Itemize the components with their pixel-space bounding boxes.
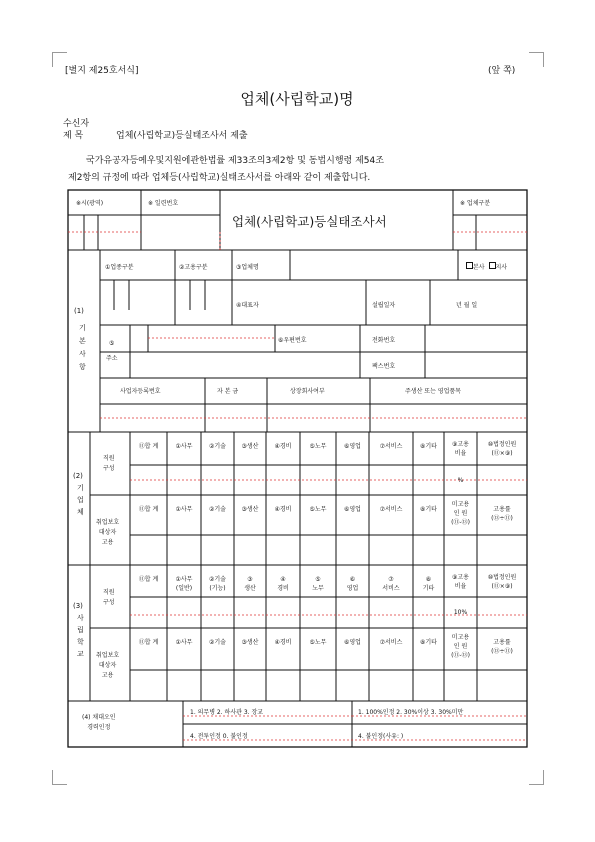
company-top-category-4: ④경비 xyxy=(274,443,292,450)
section-company-label: (2) 기 업 체 xyxy=(73,472,84,516)
school-top-category-6: ⑥ 영업 xyxy=(346,576,359,592)
company-bottom-category-5: ⑤노무 xyxy=(309,506,327,513)
body-line-1: 국가유공자등예우및지원에관한법률 제33조의3제2항 및 동법시행령 제54조 xyxy=(86,156,384,166)
school-bottom-category-6: ⑥영업 xyxy=(344,639,361,646)
company-top-category-8: ⑧기타 xyxy=(420,443,437,450)
company-name-label: ③업체명 xyxy=(236,264,259,271)
employ-label: ②고용구분 xyxy=(179,264,208,271)
subject-label: 제 목 xyxy=(63,131,84,141)
checkbox-icon[interactable] xyxy=(489,262,496,269)
school-legal-label: ⑩법정인원 (⑪×⑨) xyxy=(487,574,517,590)
school-unemployed-label: 미고용 인 원 (⑪-⑬) xyxy=(451,634,470,659)
address-number: ⑤ xyxy=(109,340,115,347)
school-bottom-category-1: ①사무 xyxy=(175,639,193,646)
company-top-category-2: ②기술 xyxy=(209,443,226,450)
checkbox-icon[interactable] xyxy=(466,262,473,269)
company-bottom-category-3: ③생산 xyxy=(241,506,259,513)
city-label: ※시(광역) xyxy=(76,200,104,207)
fax-label: 팩스번호 xyxy=(372,363,396,370)
school-top-category-8: ⑧ 기타 xyxy=(422,576,435,592)
address-label: 주소 xyxy=(106,355,118,362)
company-unemployed-label: 미고용 인 원 (⑪-⑬) xyxy=(451,501,470,526)
company-percent: % xyxy=(457,477,464,484)
cert-label: (4) 채대오인 경력인정 xyxy=(82,714,116,731)
serial-label: ※ 일련번호 xyxy=(148,200,179,207)
school-top-category-2: ②기술 (기능) xyxy=(209,576,226,592)
school-staff-label: 직원 구성 xyxy=(103,589,115,606)
school-top-category-1: ①사무 (일반) xyxy=(175,576,193,592)
phone-label: 전화번호 xyxy=(372,337,396,344)
company-top-category-3: ③생산 xyxy=(241,443,259,450)
cert-left-options-2: 4. 전투인정 0. 불인정 xyxy=(190,733,248,740)
company-bottom-category-1: ①사무 xyxy=(175,506,193,513)
cert-left-options-1: 1. 의무병 2. 하사관 3. 장교 xyxy=(190,709,264,716)
founded-date: 년 월 일 xyxy=(456,302,478,309)
founded-label: 설립일자 xyxy=(372,302,396,309)
body-line-2: 제2항의 규정에 따라 업체등(사립학교)실태조사서를 아래와 같이 제출합니다. xyxy=(68,173,371,183)
listed-label: 상장회사여부 xyxy=(290,388,325,395)
cert-right-options-2: 4. 불인정(사유: ) xyxy=(358,733,404,740)
school-rate-label: ⑨고용 비율 xyxy=(452,574,469,590)
school-bottom-category-0: ⑪합 계 xyxy=(138,639,159,646)
school-percent: 10% xyxy=(453,609,468,616)
company-top-category-7: ⑦서비스 xyxy=(379,443,403,450)
school-bottom-category-3: ③생산 xyxy=(241,639,259,646)
recipient-label: 수신자 xyxy=(63,119,90,129)
products-label: 주생산 또는 영업품목 xyxy=(405,388,461,395)
form-number: [별지 제25호서식] xyxy=(65,66,139,76)
business-reg-label: 사업자등록번호 xyxy=(120,388,161,395)
company-employ-rate-label: 고용률 (⑬÷⑪) xyxy=(491,506,513,522)
company-bottom-category-6: ⑥영업 xyxy=(344,506,361,513)
school-top-category-0: ⑪합 계 xyxy=(138,576,159,583)
section-school-label: (3) 사 립 학 교 xyxy=(73,602,84,658)
cert-right-options-1: 1. 100%인정 2. 30%이상 3. 30%미만 xyxy=(358,709,464,716)
subject-text: 업체(사립학교)등실태조사서 제출 xyxy=(116,131,248,141)
school-employ-rate-label: 고용률 (⑬÷⑪) xyxy=(491,639,513,655)
capital-label: 자 본 금 xyxy=(217,388,239,395)
page-side: (앞 쪽) xyxy=(488,66,516,76)
zip-label: ⑥우편번호 xyxy=(278,337,307,344)
company-top-category-5: ⑤노무 xyxy=(309,443,327,450)
form-title: 업체(사립학교)등실태조사서 xyxy=(232,214,387,229)
school-bottom-category-8: ⑧기타 xyxy=(420,639,437,646)
company-staff-label: 직원 구성 xyxy=(103,455,115,472)
representative-label: ④대표자 xyxy=(236,302,259,309)
company-top-category-6: ⑥영업 xyxy=(344,443,361,450)
industry-label: ①업종구분 xyxy=(105,264,134,271)
branch-options: 본사 지사 xyxy=(466,262,507,271)
company-protect-label: 취업보호 대상자 고용 xyxy=(96,519,120,546)
school-top-category-7: ⑦ 서비스 xyxy=(382,576,400,592)
company-bottom-category-7: ⑦서비스 xyxy=(379,506,403,513)
school-bottom-category-7: ⑦서비스 xyxy=(379,639,403,646)
school-bottom-category-2: ②기술 xyxy=(209,639,226,646)
type-label: ※ 업체구분 xyxy=(460,200,491,207)
company-legal-label: ⑩법정인원 (⑪×⑨) xyxy=(487,441,517,457)
company-top-category-1: ①사무 xyxy=(175,443,193,450)
school-top-category-4: ④ 경비 xyxy=(277,576,289,592)
school-bottom-category-4: ④경비 xyxy=(274,639,292,646)
company-bottom-category-2: ②기술 xyxy=(209,506,226,513)
school-bottom-category-5: ⑤노무 xyxy=(309,639,327,646)
company-top-category-0: ⑪합 계 xyxy=(138,443,159,450)
company-bottom-category-8: ⑧기타 xyxy=(420,506,437,513)
school-protect-label: 취업보호 대상자 고용 xyxy=(96,652,120,679)
company-bottom-category-4: ④경비 xyxy=(274,506,292,513)
company-rate-label: ⑨고용 비율 xyxy=(452,441,469,457)
school-top-category-5: ⑤ 노무 xyxy=(312,576,324,592)
school-top-category-3: ③ 생산 xyxy=(244,576,256,592)
company-bottom-category-0: ⑪합 계 xyxy=(138,506,159,513)
section-basic-label: (1) 기 본 사 항 xyxy=(74,307,86,371)
